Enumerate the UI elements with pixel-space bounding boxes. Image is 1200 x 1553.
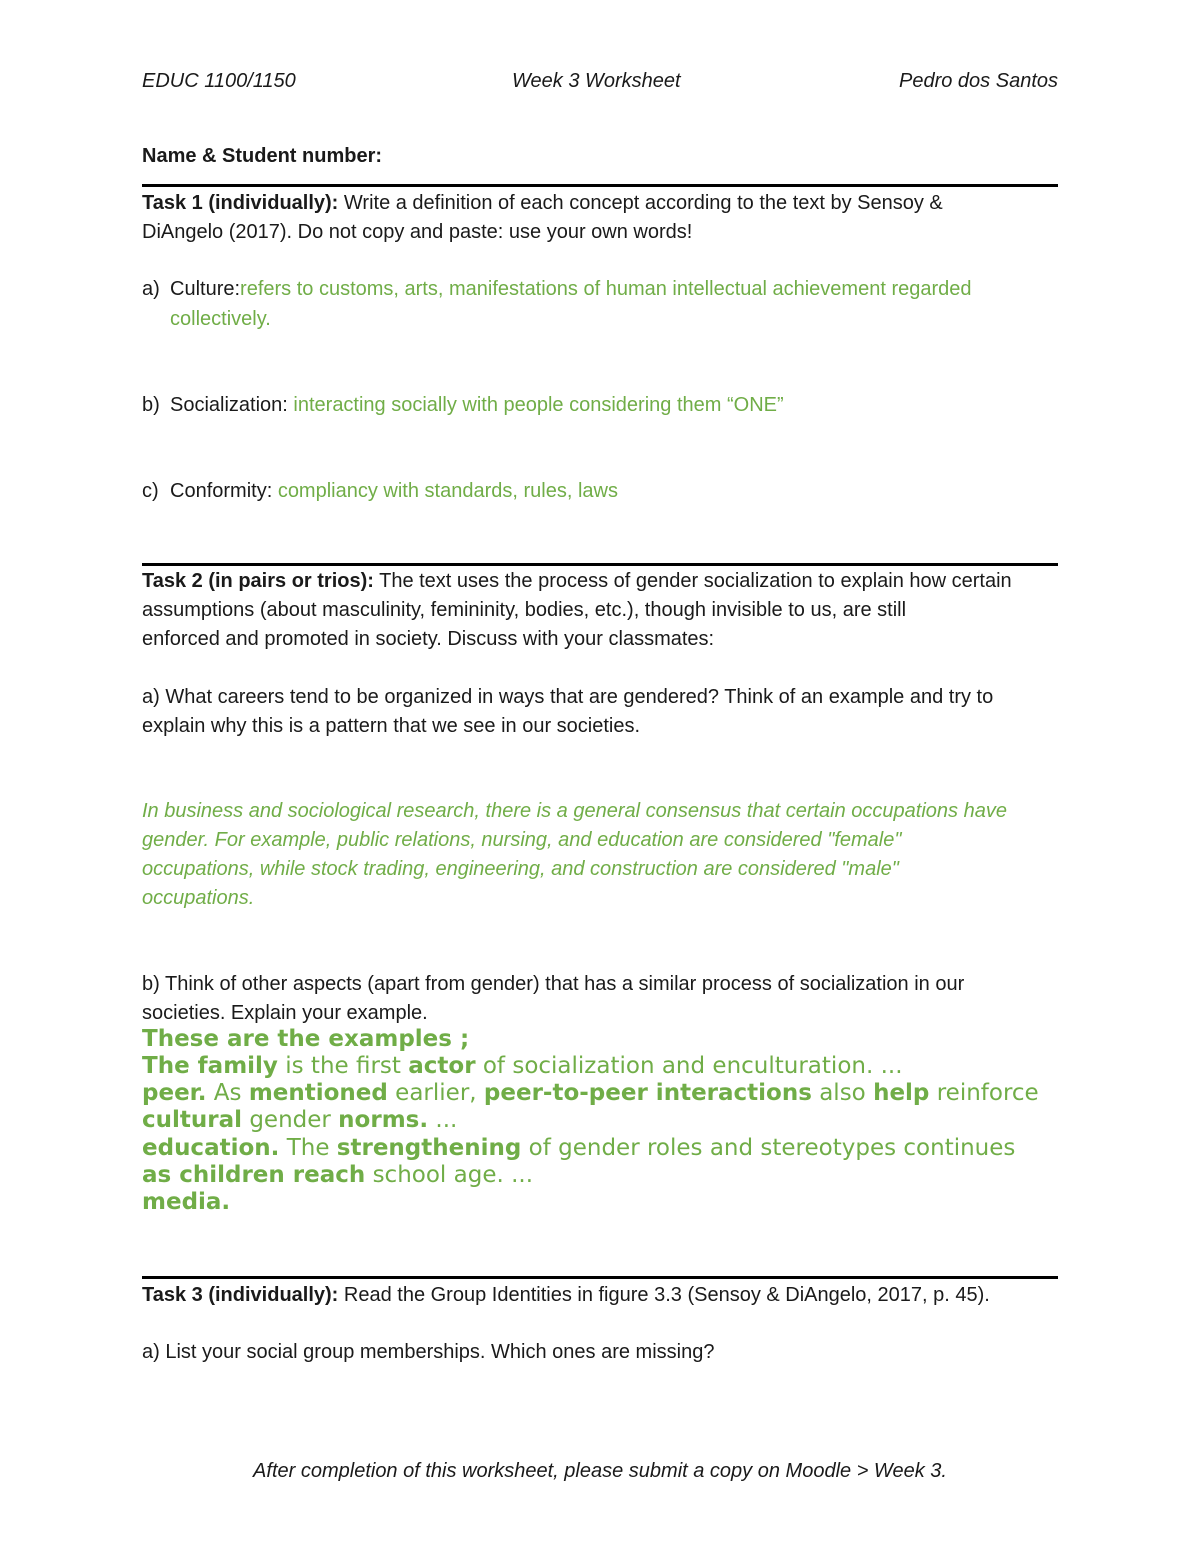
answer-b-line-4 — [142, 1135, 1015, 1163]
ab-l3-b: gender — [242, 1107, 339, 1133]
ab-l2-h: reinforce — [929, 1080, 1039, 1106]
task2-intro — [142, 567, 1012, 596]
task2-question-a-2: explain why this is a pattern that we see in our societies. — [142, 715, 641, 737]
task2-question-a-1: a) What careers tend to be organized in ways that are gendered? Think of an example and try to — [142, 686, 994, 708]
ab-l6-a: media. — [142, 1189, 231, 1215]
task3-label: Task 3 (individually): — [142, 1284, 339, 1306]
ab-l2-f: also — [811, 1080, 874, 1106]
item-a-term: Culture: — [170, 278, 241, 300]
name-label: Name & Student number: — [142, 145, 383, 167]
answer-b-line-2 — [142, 1080, 1039, 1108]
answer-b-heading — [142, 1026, 469, 1054]
ab-l3-d: ... — [428, 1107, 458, 1133]
task3-text: Read the Group Identities in figure 3.3 (Sensoy & DiAngelo, 2017, p. 45). — [338, 1284, 990, 1306]
task2-line-2: assumptions (about masculinity, femininity, bodies, etc.), though invisible to us, are still — [142, 599, 907, 621]
footer-note: After completion of this worksheet, please submit a copy on Moodle > Week 3. — [253, 1460, 947, 1482]
answer-b-heading-text: These are the examples ; — [142, 1026, 470, 1052]
task3-intro — [142, 1281, 990, 1310]
item-a-marker: a) — [142, 278, 160, 300]
ab-l1-c: actor — [408, 1053, 476, 1079]
task1-label: Task 1 (individually): — [142, 192, 339, 214]
item-c-answer: compliancy with standards, rules, laws — [277, 480, 618, 502]
item-b-term: Socialization: — [170, 394, 294, 416]
answer-b-line-3 — [142, 1107, 457, 1135]
item-b-marker: b) — [142, 394, 160, 416]
ab-l1-d: of socialization and enculturation. ... — [475, 1053, 903, 1079]
divider-2 — [142, 563, 1058, 566]
ab-l5-b: school age. ... — [365, 1162, 534, 1188]
item-a-answer-cont: collectively. — [170, 308, 271, 330]
header-course: EDUC 1100/1150 — [142, 70, 296, 92]
ab-l4-c: strengthening — [336, 1135, 522, 1161]
item-a-answer: refers to customs, arts, manifestations of human intellectual achievement regarded — [240, 278, 972, 300]
task2-line-3: enforced and promoted in society. Discuss with your classmates: — [142, 628, 715, 650]
ab-l4-b: The — [279, 1135, 337, 1161]
task1-intro — [142, 189, 943, 218]
task1-text-2: DiAngelo (2017). Do not copy and paste: use your own words! — [142, 221, 693, 243]
ab-l1-b: is the first — [277, 1053, 409, 1079]
item-c-marker: c) — [142, 480, 159, 502]
task1-text-1: Write a definition of each concept according to the text by Sensoy & — [338, 192, 943, 214]
answer-b-line-5 — [142, 1162, 533, 1190]
ab-l2-c: mentioned — [248, 1080, 388, 1106]
ab-l5-a: as children reach — [142, 1162, 366, 1188]
answer-b-line-6 — [142, 1189, 230, 1217]
ab-l2-g: help — [873, 1080, 930, 1106]
answer-a-line-4: occupations. — [142, 887, 255, 909]
header-title: Week 3 Worksheet — [512, 70, 681, 92]
divider-3 — [142, 1276, 1058, 1279]
item-b-answer: interacting socially with people considering them “ONE” — [293, 394, 784, 416]
task2-question-b-2: societies. Explain your example. — [142, 1002, 428, 1024]
task2-line-1: The text uses the process of gender socialization to explain how certain — [373, 570, 1012, 592]
ab-l4-a: education. — [142, 1135, 280, 1161]
task2-label: Task 2 (in pairs or trios): — [142, 570, 374, 592]
answer-b-line-1 — [142, 1053, 903, 1081]
ab-l1-a: The family — [142, 1053, 278, 1079]
answer-a-line-2: gender. For example, public relations, nursing, and education are considered "female" — [142, 829, 902, 851]
ab-l3-a: cultural — [142, 1107, 243, 1133]
answer-a-line-1: In business and sociological research, there is a general consensus that certain occupations have — [142, 800, 1007, 822]
ab-l3-c: norms. — [338, 1107, 429, 1133]
answer-a-line-3: occupations, while stock trading, engineering, and construction are considered "male" — [142, 858, 899, 880]
ab-l2-e: peer-to-peer interactions — [483, 1080, 812, 1106]
ab-l4-d: of gender roles and stereotypes continues — [521, 1135, 1016, 1161]
ab-l2-a: peer. — [142, 1080, 207, 1106]
task3-question-a: a) List your social group memberships. Which ones are missing? — [142, 1341, 715, 1363]
ab-l2-d: earlier, — [387, 1080, 484, 1106]
task2-question-b-1: b) Think of other aspects (apart from gender) that has a similar process of socialization in our — [142, 973, 965, 995]
divider-1 — [142, 184, 1058, 187]
ab-l2-b: As — [206, 1080, 249, 1106]
header-author: Pedro dos Santos — [899, 70, 1058, 92]
item-c-term: Conformity: — [170, 480, 278, 502]
